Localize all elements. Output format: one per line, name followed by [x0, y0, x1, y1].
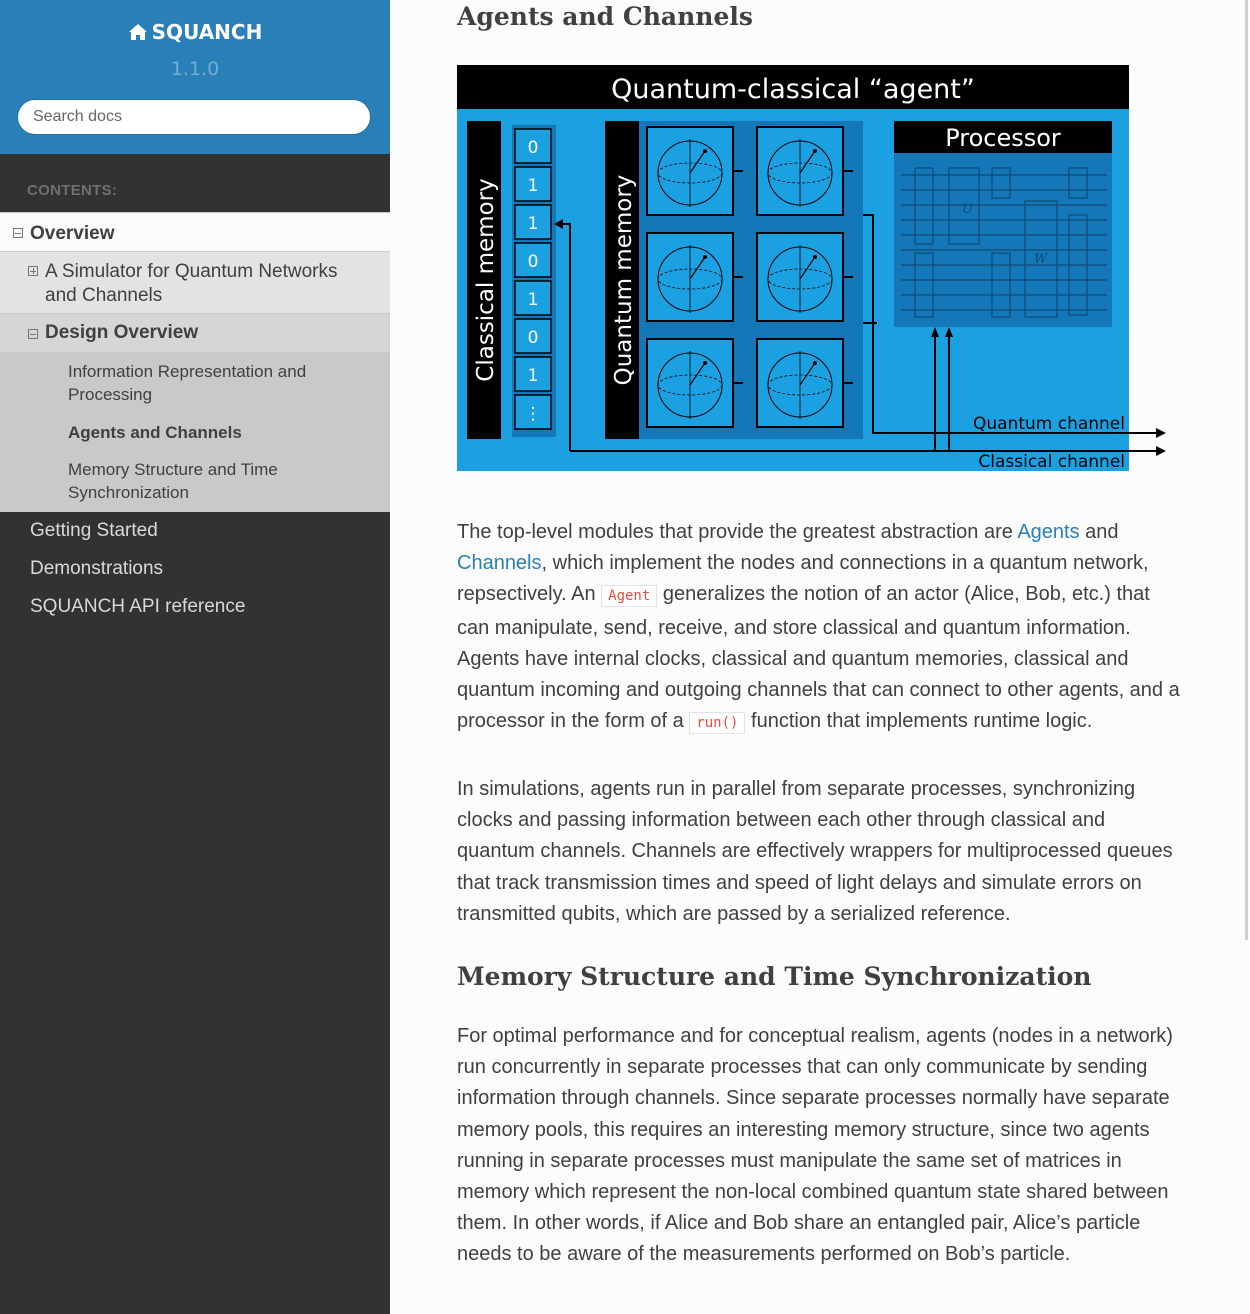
nav-item-demonstrations[interactable]: [0, 550, 390, 588]
collapse-icon[interactable]: [13, 228, 23, 238]
main-content: [390, 0, 1250, 1314]
version-label: 1.1.0: [170, 58, 220, 80]
nav-item-information-representation[interactable]: Information Representation and Processing: [68, 362, 307, 404]
sidebar: [0, 0, 390, 1314]
gate-u-label: U: [962, 202, 973, 217]
para1-text-5: function that implements runtime logic.: [745, 710, 1093, 733]
brand-link[interactable]: [0, 20, 390, 44]
contents-caption: CONTENTS:: [27, 182, 118, 199]
paragraph-agents-intro: [457, 517, 1187, 739]
para1-text-2: and: [1079, 521, 1119, 543]
section-title-agents-channels: Agents and Channels: [457, 2, 753, 31]
nav-item-agents-channels[interactable]: Agents and Channels: [68, 423, 242, 442]
bloch-sphere-icon: [647, 127, 733, 215]
nav-item-simulator[interactable]: [0, 252, 390, 314]
diagram-title: Quantum-classical “agent”: [611, 74, 975, 105]
code-agent: Agent: [601, 585, 657, 607]
bloch-sphere-icon: [757, 233, 843, 321]
bloch-sphere-icon: [757, 339, 843, 427]
nav-item-overview-label: Overview: [30, 223, 115, 244]
bit-value: 1: [527, 366, 539, 386]
bit-value: 1: [527, 214, 539, 234]
nav-item-design-overview[interactable]: [0, 314, 390, 352]
nav-item-simulator-label: A Simulator for Quantum Networks and Channels: [45, 261, 338, 306]
bit-value: 0: [527, 252, 539, 272]
agent-diagram: [457, 65, 1172, 473]
para1-text-3: , which implement the nodes and connections in a quantum network, repsectively. An: [457, 552, 1149, 606]
collapse-icon[interactable]: [28, 329, 38, 339]
agents-link[interactable]: Agents: [1017, 521, 1080, 543]
expand-icon[interactable]: [28, 266, 38, 276]
bloch-sphere-icon: [647, 339, 733, 427]
paragraph-memory-structure: For optimal performance and for conceptual realism, agents (nodes in a network) run concurrently in separate processes that can only communicate by sending information through channels. Since separate processes normally have separate memory pools, this requires an interesting memory structure, since two agents running in separate processes must manipulate the same set of matrices in memory which represent the non-local combined quantum state shared between them. In other words, if Alice and Bob share an entangled pair, Alice’s particle needs to be aware of the measurements performed on Bob’s particle.: [457, 1025, 1173, 1266]
processor-label: Processor: [945, 124, 1061, 152]
classical-memory-label: Classical memory: [473, 178, 499, 382]
nav-item-api-reference-label: SQUANCH API reference: [30, 596, 246, 617]
home-icon: [128, 23, 148, 41]
code-run: run(): [689, 712, 745, 734]
bloch-sphere-icon: [647, 233, 733, 321]
toc-nav: [0, 212, 390, 626]
nav-item-design-label: Design Overview: [45, 322, 199, 343]
nav-item-memory-structure[interactable]: Memory Structure and Time Synchronization: [68, 460, 278, 502]
para1-text-1: The top-level modules that provide the greatest abstraction are: [457, 521, 1018, 543]
bit-value: ⋮: [524, 404, 542, 424]
classical-channel-label: Classical channel: [978, 452, 1125, 472]
search-input[interactable]: [17, 99, 371, 135]
bit-value: 0: [527, 138, 539, 158]
nav-item-demonstrations-label: Demonstrations: [30, 558, 164, 579]
bloch-sphere-icon: [757, 127, 843, 215]
nav-item-getting-started[interactable]: [0, 512, 390, 550]
bit-value: 1: [527, 176, 539, 196]
nav-item-getting-started-label: Getting Started: [30, 520, 158, 541]
bit-value: 1: [527, 290, 539, 310]
channels-link[interactable]: Channels: [457, 552, 542, 575]
nav-item-api-reference[interactable]: [0, 588, 390, 626]
section-title-memory-structure: Memory Structure and Time Synchronization: [457, 962, 1092, 991]
quantum-channel-label: Quantum channel: [972, 414, 1125, 434]
quantum-memory-label: Quantum memory: [611, 174, 637, 386]
sidebar-header: [0, 0, 390, 154]
bit-value: 0: [527, 328, 539, 348]
paragraph-simulations: In simulations, agents run in parallel from separate processes, synchronizing clocks and passing information between each other through classical and quantum channels. Channels are effectively wrappers for multiprocessed queues that track transmission times and speed of light delays and simulate errors on transmitted qubits, which are passed by a serialized reference.: [457, 778, 1173, 925]
nav-subitems: [0, 352, 390, 512]
scrollbar[interactable]: [1245, 0, 1248, 940]
gate-w-label: W: [1034, 252, 1048, 267]
brand-name: SQUANCH: [151, 20, 263, 44]
para1-text-4: generalizes the notion of an actor (Alice, Bob, etc.) that can manipulate, send, receive, and store classical and quantum information. Agents have internal clocks, classical and quantum memories, classical and quantum incoming and outgoing channels that can connect to other agents, and a processor in the form of a: [457, 583, 1180, 733]
nav-item-overview[interactable]: [0, 212, 390, 252]
